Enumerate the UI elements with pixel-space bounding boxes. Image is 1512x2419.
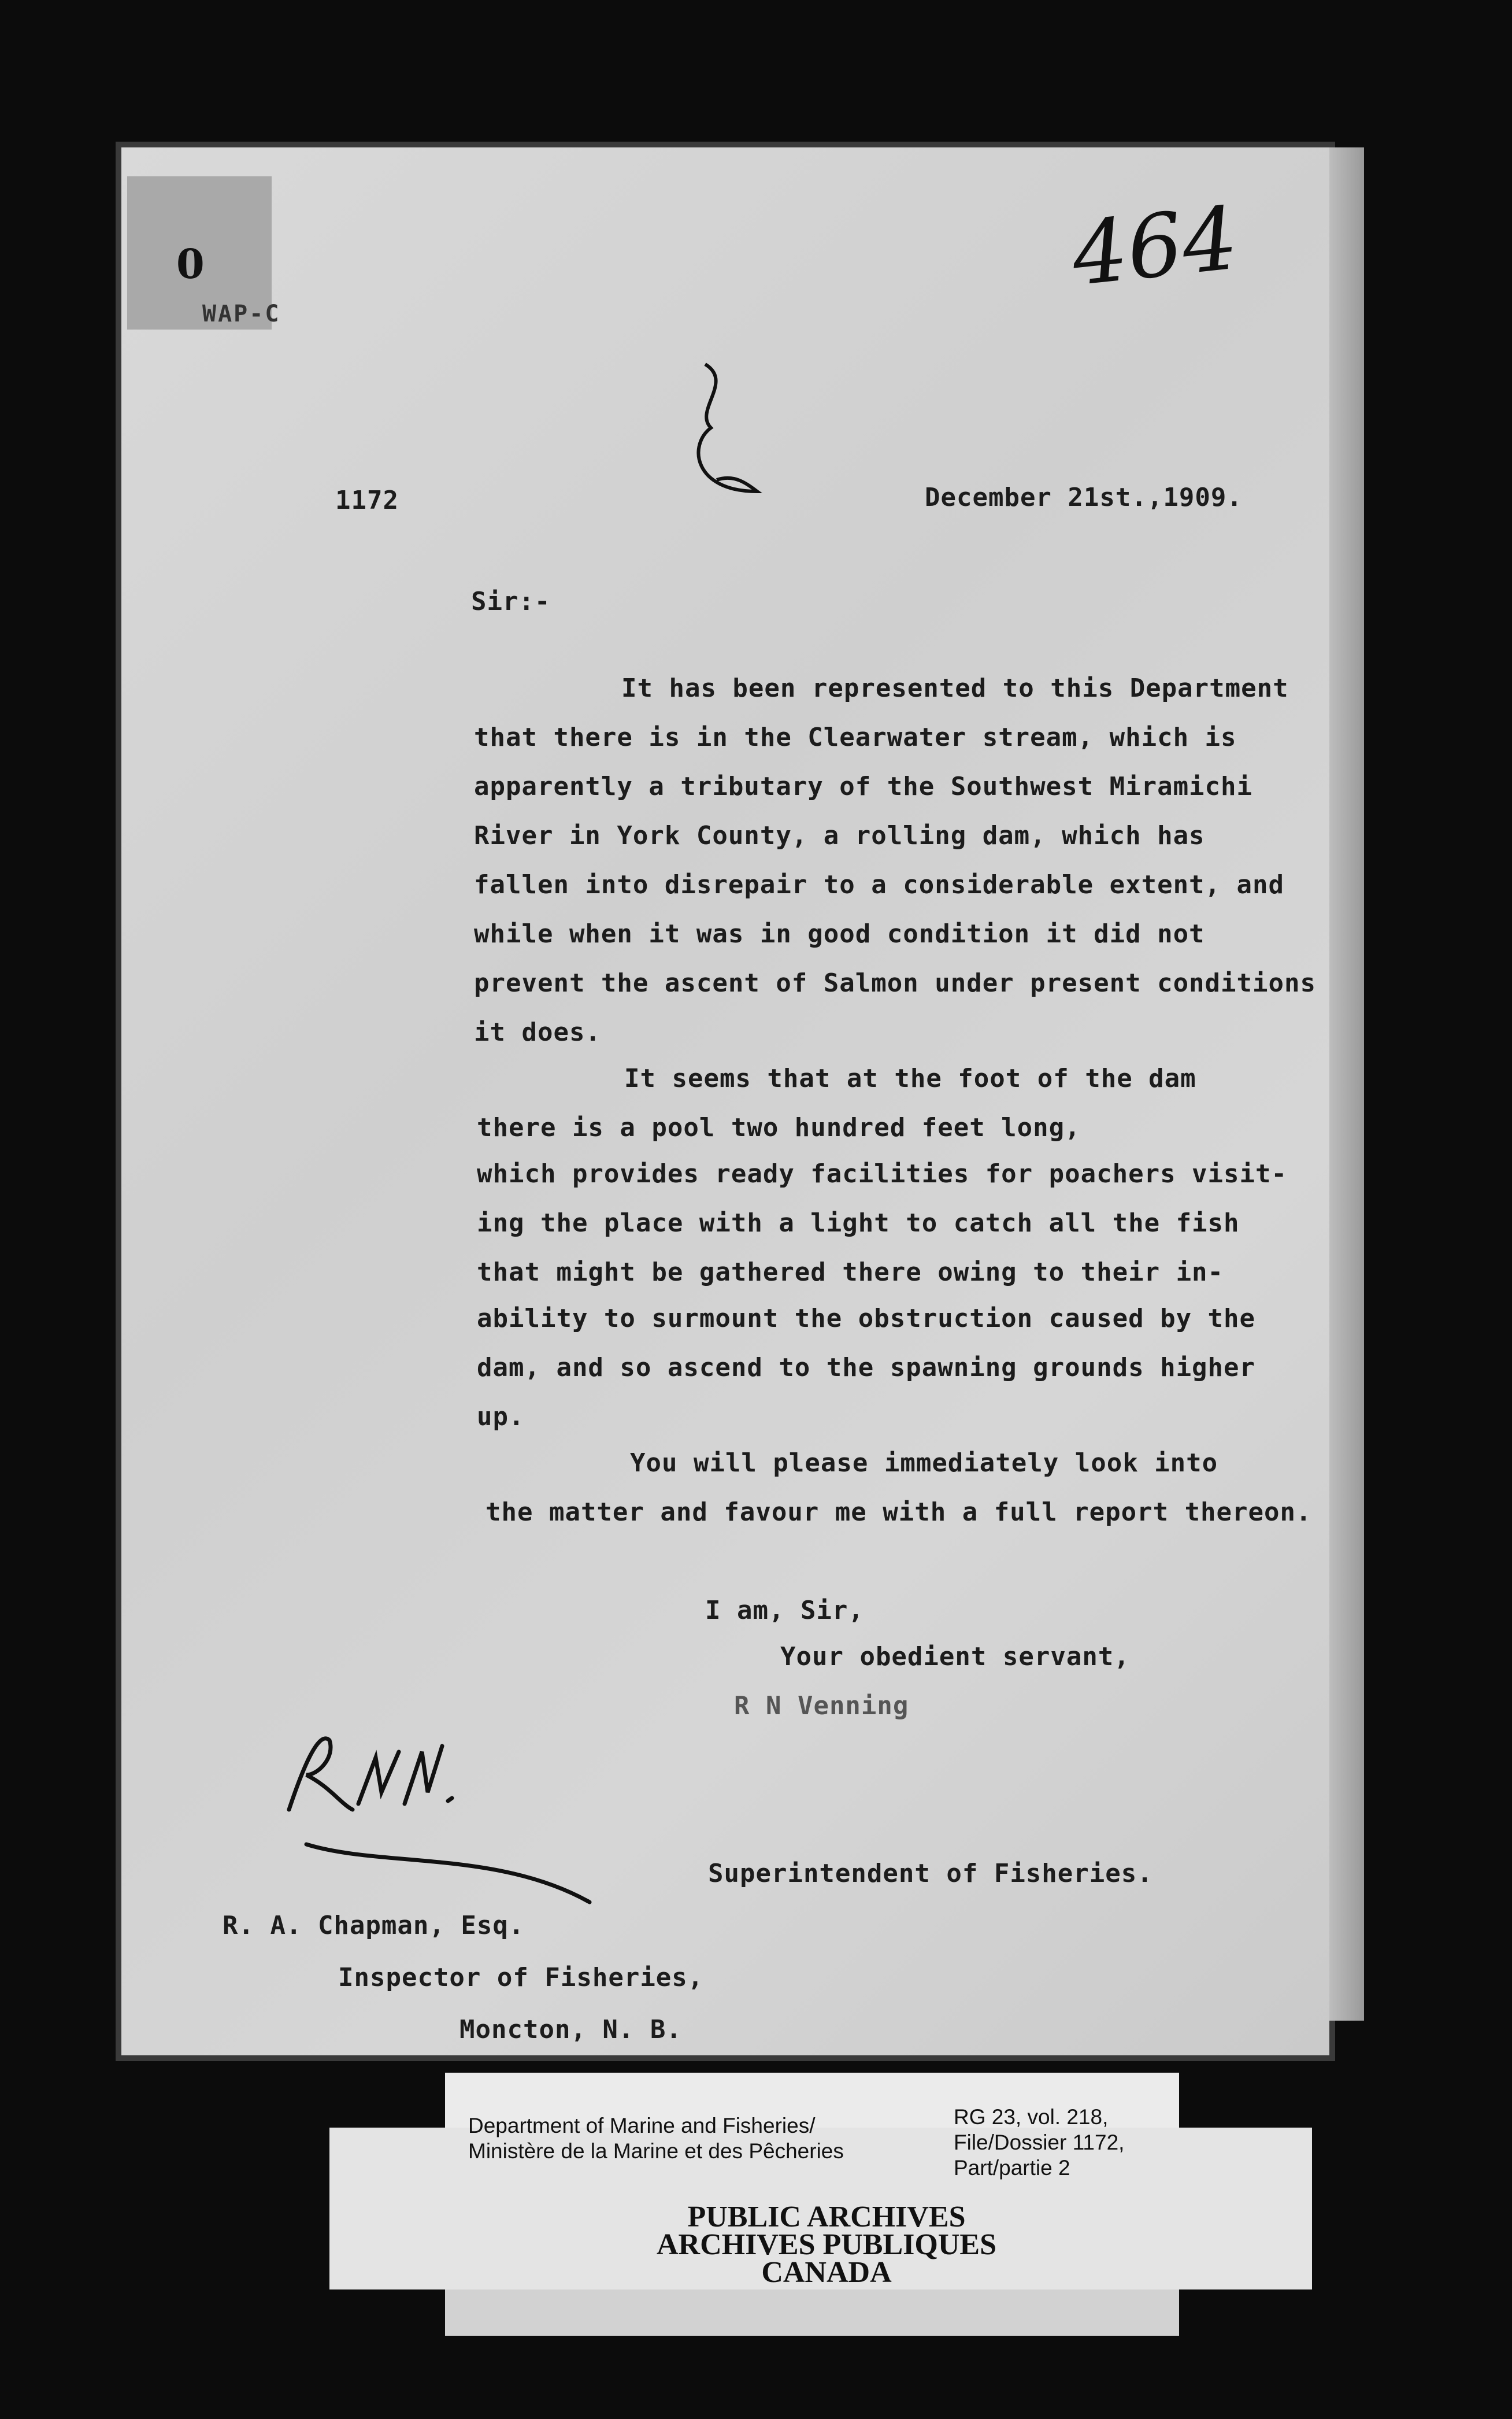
- body-line: ing the place with a light to catch all the fish: [477, 1208, 1240, 1238]
- body-line: that might be gathered there owing to their in-: [477, 1257, 1224, 1287]
- body-line: the matter and favour me with a full report thereon.: [486, 1497, 1312, 1527]
- archive-heading-fr: ARCHIVES PUBLIQUES: [656, 2228, 997, 2261]
- body-line: it does.: [474, 1018, 601, 1047]
- archive-heading: [566, 2200, 1087, 2289]
- body-line: prevent the ascent of Salmon under present conditions: [474, 968, 1316, 998]
- pencil-bracket-mark: [682, 358, 774, 509]
- addressee-name: R. A. Chapman, Esq.: [223, 1911, 525, 1940]
- body-line: It seems that at the foot of the dam: [624, 1064, 1196, 1093]
- body-line: while when it was in good condition it did not: [474, 919, 1205, 949]
- body-line: You will please immediately look into: [630, 1448, 1218, 1478]
- archive-heading-country: CANADA: [761, 2256, 892, 2289]
- typed-signatory-name: R N Venning: [734, 1691, 909, 1721]
- archive-department: [468, 2113, 844, 2164]
- body-line: It has been represented to this Department: [621, 674, 1289, 703]
- signatory-title: Superintendent of Fisheries.: [708, 1859, 1153, 1888]
- archive-reference: [954, 2104, 1124, 2181]
- closing-line-2: Your obedient servant,: [780, 1642, 1130, 1671]
- file-number: 1172: [335, 486, 399, 515]
- letter-date: December 21st.,1909.: [925, 483, 1243, 512]
- body-line: that there is in the Clearwater stream, which is: [474, 723, 1237, 752]
- ref-line: File/Dossier 1172,: [954, 2131, 1125, 2154]
- ref-line: Part/partie 2: [954, 2156, 1070, 2180]
- handwritten-signature: [266, 1706, 613, 1937]
- body-line: up.: [477, 1402, 525, 1432]
- body-line: fallen into disrepair to a considerable extent, and: [474, 870, 1285, 900]
- corner-glyph: 0: [176, 240, 205, 288]
- archive-heading-en: PUBLIC ARCHIVES: [687, 2200, 966, 2233]
- signature-initials: RNV.: [474, 1792, 476, 1793]
- body-line: River in York County, a rolling dam, which has: [474, 821, 1205, 850]
- body-line: ability to surmount the obstruction caused by the: [477, 1304, 1256, 1333]
- salutation: Sir:-: [471, 587, 551, 616]
- body-line: there is a pool two hundred feet long,: [477, 1113, 1081, 1142]
- body-line: dam, and so ascend to the spawning grounds higher: [477, 1353, 1256, 1382]
- folio-number: 464: [1067, 188, 1243, 306]
- addressee-location: Moncton, N. B.: [459, 2015, 682, 2044]
- body-line: apparently a tributary of the Southwest Miramichi: [474, 772, 1253, 801]
- page-edge: [1329, 147, 1364, 2021]
- ref-line: RG 23, vol. 218,: [954, 2105, 1109, 2129]
- addressee-title: Inspector of Fisheries,: [338, 1963, 704, 1992]
- archive-stamp-strip: [445, 2289, 1179, 2336]
- corner-code: WAP-C: [202, 301, 281, 327]
- closing-line-1: I am, Sir,: [705, 1596, 864, 1625]
- body-line: which provides ready facilities for poachers visit-: [477, 1159, 1288, 1189]
- dept-line: Department of Marine and Fisheries/: [468, 2114, 816, 2137]
- dept-line: Ministère de la Marine et des Pêcheries: [468, 2139, 844, 2163]
